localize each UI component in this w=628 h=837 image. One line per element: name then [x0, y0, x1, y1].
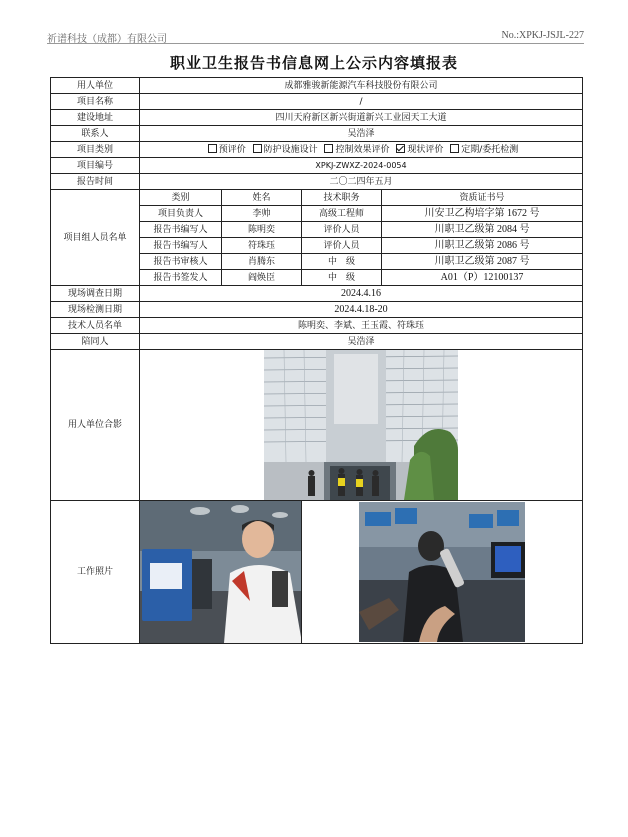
label-report-time: 报告时间 — [51, 174, 140, 190]
row-project-name — [51, 94, 583, 110]
row-test-date — [51, 302, 583, 318]
team-role: 报告书编写人 — [140, 222, 222, 238]
team-cert: 川职卫乙级第 2087 号 — [382, 254, 583, 270]
option-label: 控制效果评价 — [335, 144, 390, 155]
building-photo-svg — [264, 350, 458, 500]
label-test-date: 现场检测日期 — [51, 302, 140, 318]
team-header-role: 类别 — [140, 190, 222, 206]
team-name: 肖腾东 — [222, 254, 302, 270]
form-title: 职业卫生报告书信息网上公示内容填报表 — [169, 54, 458, 72]
checkbox-protection-design[interactable] — [253, 144, 262, 153]
label-project-no: 项目编号 — [51, 158, 140, 174]
checkbox-periodic-testing[interactable] — [450, 144, 459, 153]
row-contact — [51, 126, 583, 142]
team-name: 李帅 — [222, 206, 302, 222]
label-survey-date: 现场调查日期 — [51, 286, 140, 302]
team-role: 报告书审核人 — [140, 254, 222, 270]
header-doc-no: No.:XPKJ-JSJL-227 — [501, 30, 584, 41]
option-label: 定期/委托检测 — [461, 144, 519, 155]
header-divider — [47, 43, 584, 44]
team-title: 评价人员 — [302, 238, 382, 254]
value-survey-date: 2024.4.16 — [140, 286, 583, 302]
group-photo-image — [264, 350, 458, 500]
work-photo-1 — [140, 501, 302, 643]
row-report-time — [51, 174, 583, 190]
label-tech-staff: 技术人员名单 — [51, 318, 140, 334]
value-test-date: 2024.4.18-20 — [140, 302, 583, 318]
group-photo-cell — [140, 350, 583, 501]
team-cert: 川职卫乙级第 2084 号 — [382, 222, 583, 238]
team-header-name: 姓名 — [222, 190, 302, 206]
category-options — [140, 142, 583, 158]
label-project-name: 项目名称 — [51, 94, 140, 110]
report-form-table — [50, 77, 583, 644]
work-photo-cell-1 — [140, 501, 302, 644]
row-tech-staff — [51, 318, 583, 334]
row-group-photo — [51, 350, 583, 501]
checkbox-control-effect[interactable] — [324, 144, 333, 153]
team-name: 陈明奕 — [222, 222, 302, 238]
checkbox-pre-evaluation[interactable] — [208, 144, 217, 153]
work-photo-2 — [359, 502, 525, 642]
checkbox-status-evaluation[interactable] — [396, 144, 405, 153]
team-cert: A01（P）12100137 — [382, 270, 583, 286]
label-contact: 联系人 — [51, 126, 140, 142]
team-title: 评价人员 — [302, 222, 382, 238]
row-survey-date — [51, 286, 583, 302]
team-role: 项目负责人 — [140, 206, 222, 222]
option-label: 防护设施设计 — [263, 144, 318, 155]
value-address: 四川天府新区新兴街道新兴工业园天工大道 — [140, 110, 583, 126]
label-escort: 陪同人 — [51, 334, 140, 350]
value-project-no: XPKJ-ZWXZ-2024-0054 — [140, 158, 583, 174]
team-role: 报告书编写人 — [140, 238, 222, 254]
label-group-photo: 用人单位合影 — [51, 350, 140, 501]
work-photo-1-svg — [140, 501, 302, 643]
team-role: 报告书签发人 — [140, 270, 222, 286]
row-address — [51, 110, 583, 126]
label-address: 建设地址 — [51, 110, 140, 126]
row-project-no — [51, 158, 583, 174]
value-contact: 吴浩泽 — [140, 126, 583, 142]
option-label: 预评价 — [218, 144, 246, 155]
row-employer — [51, 78, 583, 94]
work-photo-2-svg — [359, 502, 525, 642]
team-header-title: 技术职务 — [302, 190, 382, 206]
team-title: 高级工程师 — [302, 206, 382, 222]
team-cert: 川职卫乙级第 2086 号 — [382, 238, 583, 254]
team-name: 符珠珏 — [222, 238, 302, 254]
team-header-row — [51, 190, 583, 206]
team-header-cert: 资质证书号 — [382, 190, 583, 206]
value-project-name: / — [140, 94, 583, 110]
team-name: 阎焕臣 — [222, 270, 302, 286]
team-cert: 川安卫乙构培字第 1672 号 — [382, 206, 583, 222]
work-photo-cell-2 — [302, 501, 583, 644]
team-title: 中 级 — [302, 254, 382, 270]
row-escort — [51, 334, 583, 350]
header-company: 祈谱科技（成都）有限公司 — [47, 34, 167, 45]
option-label: 现状评价 — [407, 144, 444, 155]
row-work-photos — [51, 501, 583, 644]
row-category — [51, 142, 583, 158]
label-team: 项目组人员名单 — [51, 190, 140, 286]
label-work-photos: 工作照片 — [51, 501, 140, 644]
value-escort: 吴浩泽 — [140, 334, 583, 350]
value-report-time: 二〇二四年五月 — [140, 174, 583, 190]
team-title: 中 级 — [302, 270, 382, 286]
value-tech-staff: 陈明奕、李斌、王玉霞、符珠珏 — [140, 318, 583, 334]
label-category: 项目类别 — [51, 142, 140, 158]
label-employer: 用人单位 — [51, 78, 140, 94]
value-employer: 成都雅骏新能源汽车科技股份有限公司 — [140, 78, 583, 94]
